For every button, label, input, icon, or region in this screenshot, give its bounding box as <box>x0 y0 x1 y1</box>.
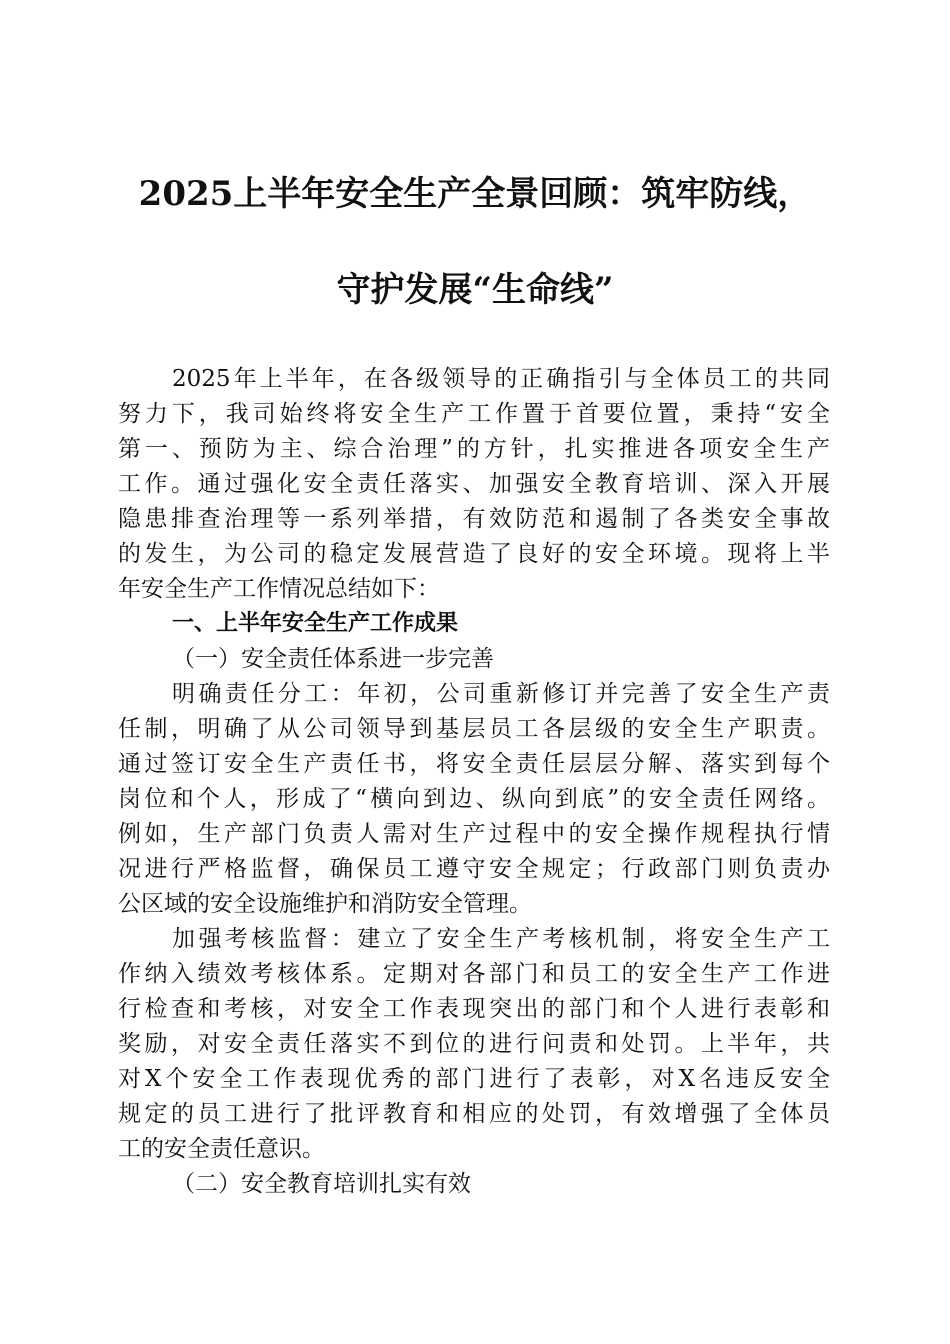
paragraph-line: 行检查和考核，对安全工作表现突出的部门和个人进行表彰和 <box>118 996 830 1022</box>
paragraph-line: 明确责任分工：年初，公司重新修订并完善了安全生产责 <box>172 681 830 707</box>
paragraph-line: 通过签订安全生产责任书，将安全责任层层分解、落实到每个 <box>118 751 830 777</box>
paragraph-line: 奖励，对安全责任落实不到位的进行问责和处罚。上半年，共 <box>118 1031 830 1057</box>
intro-line: 工作。通过强化安全责任落实、加强安全教育培训、深入开展 <box>118 471 830 497</box>
paragraph-line: 例如，生产部门负责人需对生产过程中的安全操作规程执行情 <box>118 821 830 847</box>
document-title-line-2: 守护发展“生命线” <box>336 270 614 310</box>
paragraph-line: 工的安全责任意识。 <box>118 1136 325 1162</box>
paragraph-line: 规定的员工进行了批评教育和相应的处罚，有效增强了全体员 <box>118 1101 830 1127</box>
paragraph-line: 任制，明确了从公司领导到基层员工各层级的安全生产职责。 <box>118 716 830 742</box>
paragraph-line: 加强考核监督：建立了安全生产考核机制，将安全生产工 <box>172 926 830 952</box>
paragraph-line: 公区域的安全设施维护和消防安全管理。 <box>118 891 532 917</box>
intro-line: 2025年上半年，在各级领导的正确指引与全体员工的共同 <box>172 366 830 392</box>
paragraph-line: 岗位和个人，形成了“横向到边、纵向到底”的安全责任网络。 <box>118 786 830 812</box>
intro-line: 的发生，为公司的稳定发展营造了良好的安全环境。现将上半 <box>118 541 830 567</box>
intro-line: 第一、预防为主、综合治理”的方针，扎实推进各项安全生产 <box>118 436 830 462</box>
intro-line: 隐患排查治理等一系列举措，有效防范和遏制了各类安全事故 <box>118 506 830 532</box>
subsection-heading: （二）安全教育培训扎实有效 <box>172 1171 471 1197</box>
subsection-heading: （一）安全责任体系进一步完善 <box>172 646 494 672</box>
intro-line: 年安全生产工作情况总结如下： <box>118 576 440 602</box>
paragraph-line: 作纳入绩效考核体系。定期对各部门和员工的安全生产工作进 <box>118 961 830 987</box>
section-heading: 一、上半年安全生产工作成果 <box>172 611 459 636</box>
paragraph-line: 况进行严格监督，确保员工遵守安全规定；行政部门则负责办 <box>118 856 830 882</box>
document-title-line-1: 2025上半年安全生产全景回顾：筑牢防线， <box>138 174 812 214</box>
intro-line: 努力下，我司始终将安全生产工作置于首要位置，秉持“安全 <box>118 401 830 427</box>
paragraph-line: 对X个安全工作表现优秀的部门进行了表彰，对X名违反安全 <box>118 1066 830 1092</box>
